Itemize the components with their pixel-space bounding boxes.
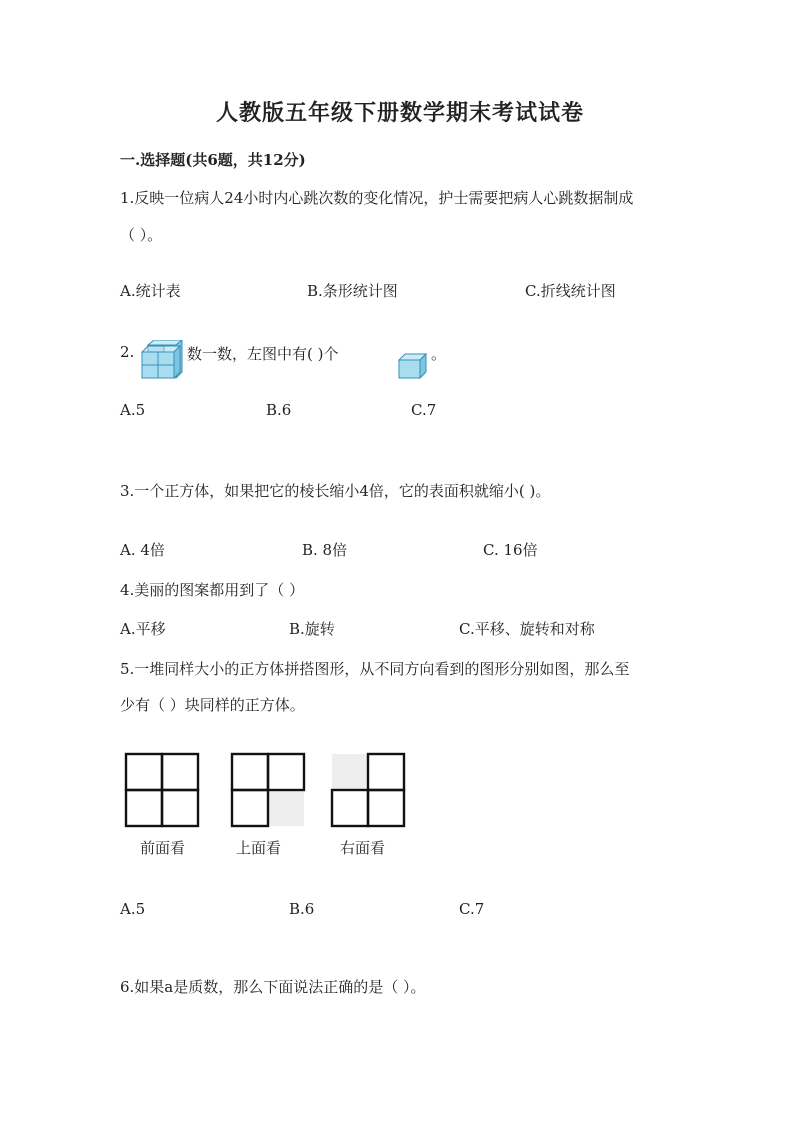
section-heading: 一.选择题(共6题，共12分)	[120, 151, 306, 169]
question-2-option-b: B.6	[266, 401, 292, 419]
question-3-option-a: A. 4倍	[120, 541, 165, 559]
top-view-label: 上面看	[236, 839, 282, 857]
question-1-option-c: C.折线统计图	[525, 282, 616, 300]
question-5-line2: 少有（ ）块同样的正方体。	[120, 696, 305, 714]
question-4-option-c: C.平移、旋转和对称	[459, 620, 595, 638]
question-2-option-a: A.5	[120, 401, 146, 419]
question-1-line2: （ ）。	[120, 226, 163, 244]
question-5-option-b: B.6	[289, 900, 315, 918]
question-2-text: 数一数，左图中有( )个	[187, 345, 339, 363]
front-view-label: 前面看	[140, 839, 186, 857]
question-1-option-b: B.条形统计图	[307, 282, 398, 300]
question-3-option-c: C. 16倍	[483, 541, 538, 559]
question-2-number: 2.	[120, 343, 135, 361]
question-1-line1: 1.反映一位病人24小时内心跳次数的变化情况，护士需要把病人心跳数据制成	[120, 189, 634, 207]
front-view-grid	[124, 752, 202, 828]
single-cube-icon	[396, 352, 430, 380]
question-4-option-b: B.旋转	[289, 620, 335, 638]
question-1-option-a: A.统计表	[120, 282, 181, 300]
question-4-line1: 4.美丽的图案都用到了（ ）	[120, 581, 305, 599]
question-5-option-c: C.7	[459, 900, 485, 918]
cube-stack-figure	[138, 340, 186, 382]
question-2-option-c: C.7	[411, 401, 437, 419]
question-2-end: 。	[431, 345, 447, 363]
right-view-grid	[330, 752, 408, 828]
question-3-option-b: B. 8倍	[302, 541, 348, 559]
question-5-line1: 5.一堆同样大小的正方体拼搭图形，从不同方向看到的图形分别如图，那么至	[120, 660, 630, 678]
top-view-grid	[230, 752, 308, 828]
question-6-line1: 6.如果a是质数，那么下面说法正确的是（ ）。	[120, 978, 426, 996]
page-title: 人教版五年级下册数学期末考试试卷	[215, 100, 584, 126]
question-3-line1: 3.一个正方体，如果把它的棱长缩小4倍，它的表面积就缩小( )。	[120, 482, 551, 500]
question-5-option-a: A.5	[120, 900, 146, 918]
question-4-option-a: A.平移	[120, 620, 166, 638]
right-view-label: 右面看	[340, 839, 386, 857]
